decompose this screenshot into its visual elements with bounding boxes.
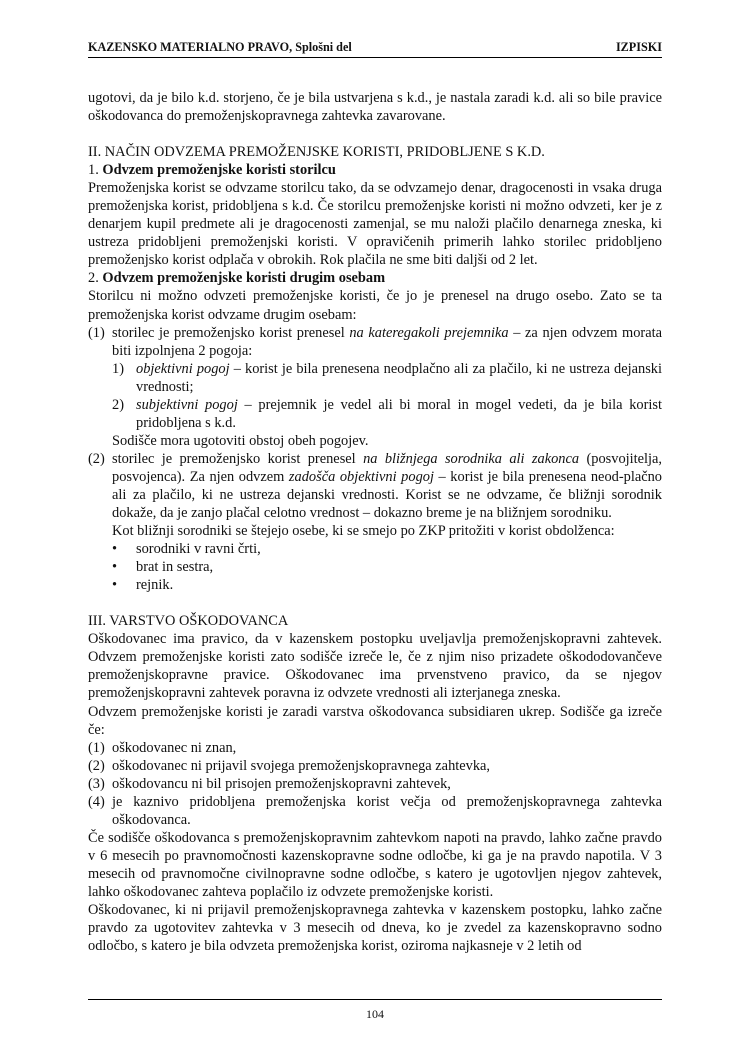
page-number: 104 [366,1007,384,1021]
list-item [88,775,662,793]
list-number: (2) [88,757,105,774]
list-number: (1) [88,739,105,756]
paragraph: Če sodišče oškodovanca s premoženjskopravnim zahtevkom napoti na pravdo, lahko začne pravdo v 6 mesecih po pravnomočnosti kazenskopravne sodne odločbe, ki ga je na pravdo napotila. V 3 mesecih od pravnomočne civilnopravne sodne odločbe, s katero je ugotovljen njegov zahtevek, lahko oškodovanec zahteva poplačilo iz odvzete premoženjske koristi. [88,829,662,900]
emphasis: na bližnjega sorodnika ali zakonca [363,450,580,467]
list-text: oškodovancu ni bil prisojen premoženjskopravni zahtevek, [112,775,451,792]
spacer [88,125,662,143]
list-text: – korist je bila prenesena neod-plačno ali za plačilo, ki ne ustreza dejanski vrednosti. Korist se ne odvzame, če bližnji sorodnik dokaže, da je zanjo plačal celotno vrednost – dokazno breme je na bližnjem sorodniku. [112,468,662,522]
subsection-number: 1. [88,162,103,179]
sub-list-item [88,360,662,396]
list-item [88,739,662,757]
subsection-heading [88,269,662,287]
bullet-item [88,540,662,558]
sub-list-item [88,396,662,432]
list-item [88,757,662,775]
list-number: 1) [112,360,124,377]
list-text: – prejemnik je vedel ali bi moral in mogel vedeti, da je bila korist pridobljena s k.d. [136,396,663,431]
list-number: (4) [88,793,105,810]
list-number: (3) [88,775,105,792]
list-item [88,324,662,360]
list-number: (1) [88,324,105,341]
header-title: KAZENSKO MATERIALNO PRAVO, Splošni del [88,40,352,54]
paragraph: Premoženjska korist se odvzame storilcu tako, da se odvzamejo denar, dragocenosti in vsaka druga premoženjska korist, pridobljena s k.d. Če storilcu premoženjske koristi ni možno odvzeti, ker je z denarjem kupil predmete ali je dragocenosti zamenjal, se mu naloži plačilo denarnega zneska, ki ustreza pridobljeni premoženjski koristi. V opravičenih primerih lahko storilec pridobljeno premoženjsko korist odplača v obrokih. Rok plačila ne sme biti daljši od 2 let. [88,180,662,269]
page-footer [88,999,662,1022]
emphasis: subjektivni pogoj [136,396,238,413]
list-number: 2) [112,396,124,413]
paragraph: Oškodovanec, ki ni prijavil premoženjskopravnega zahtevka v kazenskem postopku, lahko začne pravdo za ugotovitev zahtevka v 3 mesecih od dneva, ko je zvedel za kazenskopravno sodno odločbo, s katero je bila odvzeta premoženjska korist, oziroma najkasneje v 2 letih od [88,902,662,955]
section-heading: II. NAČIN ODVZEMA PREMOŽENJSKE KORISTI, PRIDOBLJENE S K.D. [88,144,545,161]
emphasis: objektivni pogoj [136,360,230,377]
subsection-number: 2. [88,270,103,287]
list-text: je kaznivo pridobljena premoženjska korist večja od premoženjskopravnega zahtevka oškodovanca. [112,793,662,828]
list-number: (2) [88,450,105,467]
subsection-title: Odvzem premoženjske koristi drugim osebam [102,270,386,287]
bullet-icon: • [112,541,118,558]
header-section: IZPISKI [615,40,662,54]
emphasis: zadošča objektivni pogoj [288,468,434,485]
bullet-item [88,576,662,594]
bullet-icon: • [112,577,118,594]
bullet-text: brat in sestra, [136,559,214,576]
list-text: (posvojitelja, posvojenca). Za njen odvzem [112,450,663,485]
list-text: oškodovanec ni znan, [112,739,237,756]
list-text: – za njen odvzem morata biti izpolnjena 2 pogoja: [112,324,662,359]
list-text: oškodovanec ni prijavil svojega premoženjskopravnega zahtevka, [112,757,491,774]
subsection-heading [88,161,662,179]
list-item [88,793,662,829]
list-note: Kot bližnji sorodniki se štejejo osebe, ki se smejo po ZKP pritožiti v korist obdolženca: [112,523,615,540]
bullet-item [88,558,662,576]
intro-paragraph: ugotovi, da je bilo k.d. storjeno, če je bila ustvarjena s k.d., je nastala zaradi k.d. ali so bile pravice oškodovanca do premoženjskopravnega zahtevka zavarovane. [88,90,662,125]
list-note: Sodišče mora ugotoviti obstoj obeh pogojev. [112,432,369,449]
emphasis: na kateregakoli prejemnika [349,324,509,341]
paragraph: Storilcu ni možno odvzeti premoženjske koristi, če jo je prenesel na drugo osebo. Zato se ta premoženjska korist odvzame drugim osebam: [88,288,662,323]
page-body [88,89,662,955]
subsection-title: Odvzem premoženjske koristi storilcu [102,162,336,179]
paragraph: Odvzem premoženjske koristi je zaradi varstva oškodovanca subsidiaren ukrep. Sodišče ga izreče če: [88,703,662,738]
spacer [88,594,662,612]
paragraph: Oškodovanec ima pravico, da v kazenskem postopku uveljavlja premoženjskopravni zahtevek. Odvzem premoženjske koristi zato sodišče izreče le, če z njim niso prizadete oškododovančeve premoženjskopravne pravice. Oškodovanec ima prvenstveno pravico, da se njegov premoženjskopravni zahtevek poravna iz odvzete vrednosti ali izterjanega zneska. [88,631,662,702]
bullet-icon: • [112,559,118,576]
list-item [88,450,662,522]
list-text: storilec je premoženjsko korist prenesel [112,450,364,467]
bullet-text: rejnik. [136,577,174,594]
page-header [88,40,662,58]
list-text: – korist je bila prenesena neodplačno ali za plačilo, ki ne ustreza dejanski vrednosti; [136,360,663,395]
section-heading: III. VARSTVO OŠKODOVANCA [88,613,289,630]
list-text: storilec je premoženjsko korist prenesel [112,324,350,341]
bullet-text: sorodniki v ravni črti, [136,541,261,558]
